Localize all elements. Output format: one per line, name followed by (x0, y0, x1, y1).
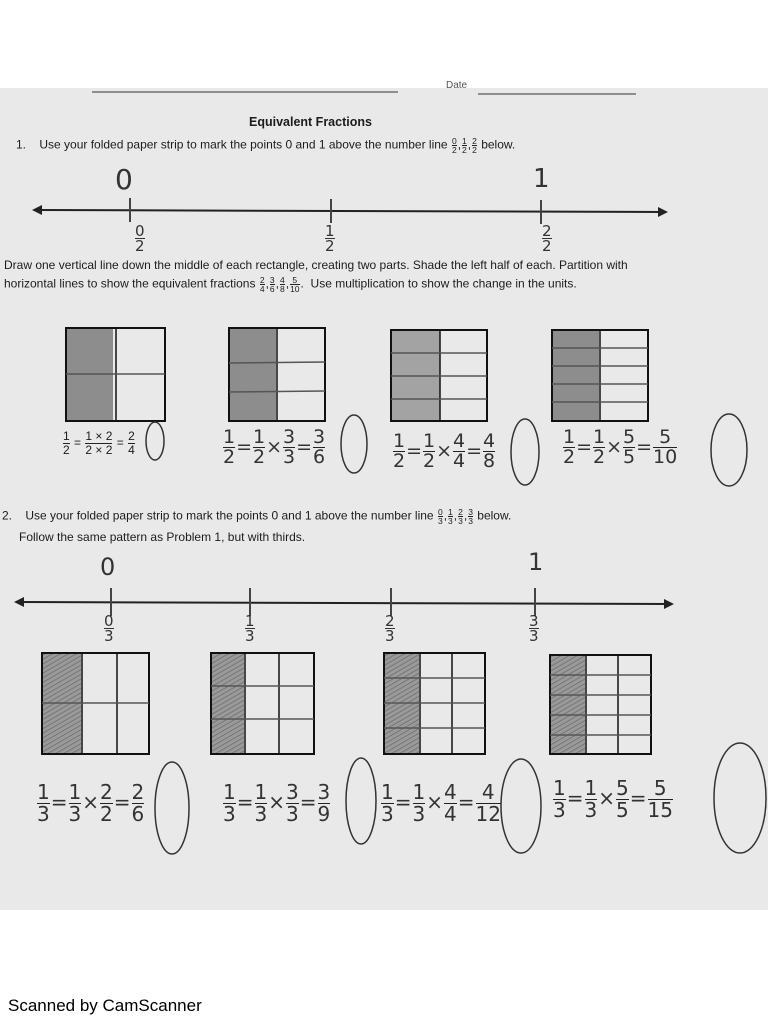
p2-frac-1: $\frac{1}{3}$ (448, 507, 453, 526)
hw-tick-1-3: 1 3 (245, 612, 255, 645)
problem1-number: 1. (16, 137, 27, 152)
problem1-instructions-line2: horizontal lines to show the equivalent fractions $\frac{2}{4}$ , $\frac{3}{6}$ , $\frac{4}{8}$ , $\frac{5}{10}$ . Use multiplication to show the change in the units. (4, 275, 577, 294)
number-line-2 (20, 602, 668, 604)
problem2-line2: Follow the same pattern as Problem 1, but with thirds. (19, 530, 306, 544)
equiv-frac-0: $\frac{2}{4}$ (259, 275, 265, 294)
hw-equation-p2-0: $\frac{1}{3}$ = $\frac{1}{3}$ × $\frac{2}{2}$ = $\frac{2}{6}$ (37, 780, 145, 826)
number-line-1-left-arrow (32, 205, 42, 215)
page-title: Equivalent Fractions (249, 115, 372, 129)
hw-tick-0-2: 0 2 (135, 222, 145, 255)
hw-tick-0-3: 0 3 (104, 612, 114, 645)
scanner-watermark: Scanned by CamScanner (8, 996, 202, 1015)
hw-tick-1-2: 1 2 (325, 222, 335, 255)
number-line-2-left-arrow (14, 597, 24, 607)
hw-point-0-line1: 0 (115, 163, 133, 196)
rect-thirds-sixths (42, 653, 149, 754)
problem2-text: 2. Use your folded paper strip to mark the points 0 and 1 above the number line $\frac{0}{3}$ , $\frac{1}{3}$ , $\frac{2}{3}$ , $\frac{3}{3}$ below. (2, 507, 512, 526)
rect-thirds-ninths (211, 653, 314, 754)
hw-equation-p1-2: $\frac{1}{2}$ = $\frac{1}{2}$ × $\frac{5}{5}$ = $\frac{5}{10}$ (563, 426, 678, 468)
rect-halves-eighths (391, 330, 487, 421)
equiv-frac-1: $\frac{3}{6}$ (269, 275, 275, 294)
p1-frac-0: $\frac{0}{2}$ (451, 136, 457, 155)
hw-tick-2-3: 2 3 (385, 612, 395, 645)
hw-equation-p2-1: $\frac{1}{3}$ = $\frac{1}{3}$ × $\frac{3}{3}$ = $\frac{3}{9}$ (223, 780, 331, 826)
p2-frac-3: $\frac{3}{3}$ (468, 507, 473, 526)
problem2-number: 2. (2, 508, 13, 523)
problem1-text: 1. Use your folded paper strip to mark the points 0 and 1 above the number line $\frac{0}{2}$ , $\frac{1}{2}$ , $\frac{2}{2}$ below. (16, 136, 516, 155)
hw-point-0-line2: 0 (100, 553, 116, 581)
hw-point-1-line2: 1 (528, 548, 544, 576)
problem1-text-after: below. (481, 137, 516, 152)
hw-equation-p2-2: $\frac{1}{3}$ = $\frac{1}{3}$ × $\frac{4}{4}$ = $\frac{4}{12}$ (381, 780, 501, 826)
number-line-2-right-arrow (664, 599, 674, 609)
p2-frac-2: $\frac{2}{3}$ (458, 507, 463, 526)
rect-thirds-twelfths (384, 653, 485, 754)
rect-halves-sixths (229, 328, 325, 421)
rect-thirds-fifteenths (550, 655, 651, 754)
answer-circle-p2-2 (501, 759, 541, 853)
rect-halves-fourths (66, 328, 165, 421)
answer-circle-p1-3 (711, 414, 747, 486)
hw-equation-p2-3: $\frac{1}{3}$ = $\frac{1}{3}$ × $\frac{5}{5}$ = $\frac{5}{15}$ (553, 776, 673, 822)
equiv-frac-3: $\frac{5}{10}$ (290, 275, 300, 294)
hw-tick-3-3: 3 3 (529, 612, 539, 645)
p1-frac-1: $\frac{1}{2}$ (462, 136, 467, 155)
date-label: Date (446, 80, 468, 91)
hw-equation-p1-0: $\frac{1}{2}$ = $\frac{1}{2}$ × $\frac{3}{3}$ = $\frac{3}{6}$ (223, 426, 326, 468)
answer-circle-p1-0 (146, 422, 164, 460)
hw-tick-2-2: 2 2 (542, 222, 552, 255)
p2-frac-0: $\frac{0}{3}$ (437, 507, 443, 526)
hw-equation-p1-1: $\frac{1}{2}$ = $\frac{1}{2}$ × $\frac{4}{4}$ = $\frac{4}{8}$ (393, 430, 496, 472)
number-line-1-right-arrow (658, 207, 668, 217)
answer-circle-p2-1 (346, 758, 376, 844)
problem1-text-before: Use your folded paper strip to mark the points 0 and 1 above the number line (39, 137, 448, 152)
answer-circle-p1-2 (511, 419, 539, 485)
p1-frac-2: $\frac{2}{2}$ (472, 136, 477, 155)
equiv-frac-2: $\frac{4}{8}$ (279, 275, 285, 294)
printed-example-equation: $\frac{1}{2}$ = $\frac{1 \times 2}{2 \times 2}$ = $\frac{2}{4}$ (63, 429, 135, 457)
answer-circle-p2-0 (155, 762, 189, 854)
answer-circle-p1-1 (341, 415, 367, 473)
hw-point-1-line1: 1 (533, 164, 550, 194)
problem1-instructions-line1: Draw one vertical line down the middle of each rectangle, creating two parts. Shade the left half of each. Partition with (4, 258, 628, 272)
answer-circle-p2-3 (714, 743, 766, 853)
number-line-1 (38, 210, 662, 212)
rect-halves-tenths (552, 330, 648, 421)
